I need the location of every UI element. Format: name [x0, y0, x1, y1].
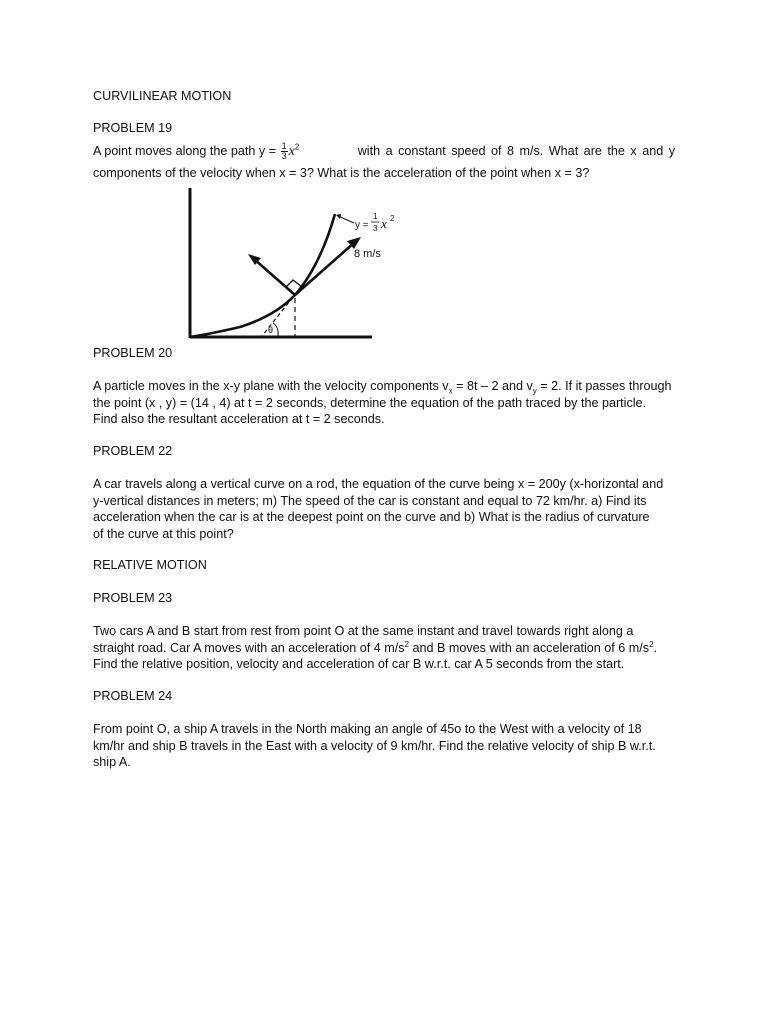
subscript-x: x [448, 386, 453, 396]
diagram-equation-variable: x [381, 216, 387, 231]
subscript-y: y [532, 386, 537, 396]
parabola-curve [190, 214, 335, 337]
problem-20-heading: PROBLEM 20 [93, 346, 173, 360]
fraction-one-third [281, 142, 288, 161]
problem-23-line-2-part-c: . [653, 640, 658, 655]
equation-label-arrow [338, 216, 354, 223]
velocity-arrow [295, 242, 355, 295]
problem-20-line-1-part-c: = 2. If it passes through [536, 379, 672, 393]
problem-19-line-1 [93, 139, 675, 163]
problem-22-line-4: of the curve at this point? [93, 526, 234, 541]
problem-19-line-2: components of the velocity when x = 3? What is the acceleration of the point when x = 3? [93, 166, 590, 180]
problem-22-text [93, 476, 675, 542]
problem-22-heading: PROBLEM 22 [93, 444, 173, 458]
angle-theta-label: θ [268, 325, 274, 335]
problem-24-line-3: ship A. [93, 755, 131, 769]
diagram-equation-lhs: y = [355, 220, 369, 231]
diagram-equation-exponent: 2 [390, 214, 395, 223]
normal-arrow [254, 259, 295, 295]
problem-23-line-2-part-a: straight road. Car A moves with an acceleration of 4 m/s [93, 640, 405, 655]
superscript-2-b: 2 [649, 639, 654, 649]
problem-24-line-1: From point O, a ship A travels in the North making an angle of 45o to the West with a velocity of 18 [93, 722, 642, 736]
speed-label: 8 m/s [354, 248, 381, 260]
math-exponent: 2 [294, 142, 300, 152]
diagram-equation-numerator: 1 [373, 212, 378, 221]
problem-23-heading: PROBLEM 23 [93, 591, 173, 605]
problem-20-line-1 [93, 378, 675, 395]
section-heading-relative: RELATIVE MOTION [93, 558, 207, 572]
problem-24-line-2: km/hr and ship B travels in the East with a velocity of 9 km/hr. Find the relative velocity of ship B w.r.t. [93, 738, 656, 753]
fraction-numerator: 1 [281, 140, 287, 151]
math-variable-x: x [288, 143, 295, 159]
angle-arc [273, 323, 278, 336]
problem-20-line-1-part-a: A particle moves in the x-y plane with the velocity components v [93, 379, 449, 393]
problem-19-line-1-left [93, 142, 299, 161]
problem-24-text [93, 721, 675, 771]
problem-22-line-2: y-vertical distances in meters; m) The speed of the car is constant and equal to 72 km/hr. a) Find its [93, 493, 647, 508]
diagram-equation-denominator: 3 [373, 224, 378, 233]
problem-20-line-3: Find also the resultant acceleration at t = 2 seconds. [93, 412, 385, 426]
right-angle-marker [286, 280, 302, 287]
problem-24-heading: PROBLEM 24 [93, 689, 173, 703]
problem-20-line-1-part-b: = 8t – 2 and v [452, 379, 533, 393]
problem-23-line-3: Find the relative position, velocity and acceleration of car B w.r.t. car A 5 seconds from the start. [93, 657, 625, 671]
problem-19-text [93, 139, 675, 182]
problem-23-line-2-part-b: and B moves with an acceleration of 6 m/s [408, 640, 650, 655]
equation-label-arrowhead [336, 214, 341, 219]
problem-19-text-start: A point moves along the path y = [93, 143, 277, 158]
problem-19-text-end: with a constant speed of 8 m/s. What are the x and y [357, 143, 675, 158]
problem-22-line-3: acceleration when the car is at the deepest point on the curve and b) What is the radius of curvature [93, 510, 650, 524]
superscript-2-a: 2 [404, 639, 409, 649]
problem-23-line-1: Two cars A and B start from rest from point O at the same instant and travel towards right along a [93, 624, 634, 638]
problem-23-line-2 [93, 640, 675, 657]
problem-19-heading: PROBLEM 19 [93, 121, 173, 135]
problem-23-text [93, 623, 675, 673]
path-diagram [180, 186, 420, 346]
problem-20-text [93, 378, 675, 428]
fraction-denominator: 3 [281, 150, 287, 161]
problem-20-line-2: the point (x , y) = (14 , 4) at t = 2 seconds, determine the equation of the path traced by the particle. [93, 395, 647, 410]
problem-22-line-1: A car travels along a vertical curve on a rod, the equation of the curve being x = 200y (x-horizontal and [93, 477, 664, 491]
section-heading-curvilinear: CURVILINEAR MOTION [93, 89, 232, 103]
